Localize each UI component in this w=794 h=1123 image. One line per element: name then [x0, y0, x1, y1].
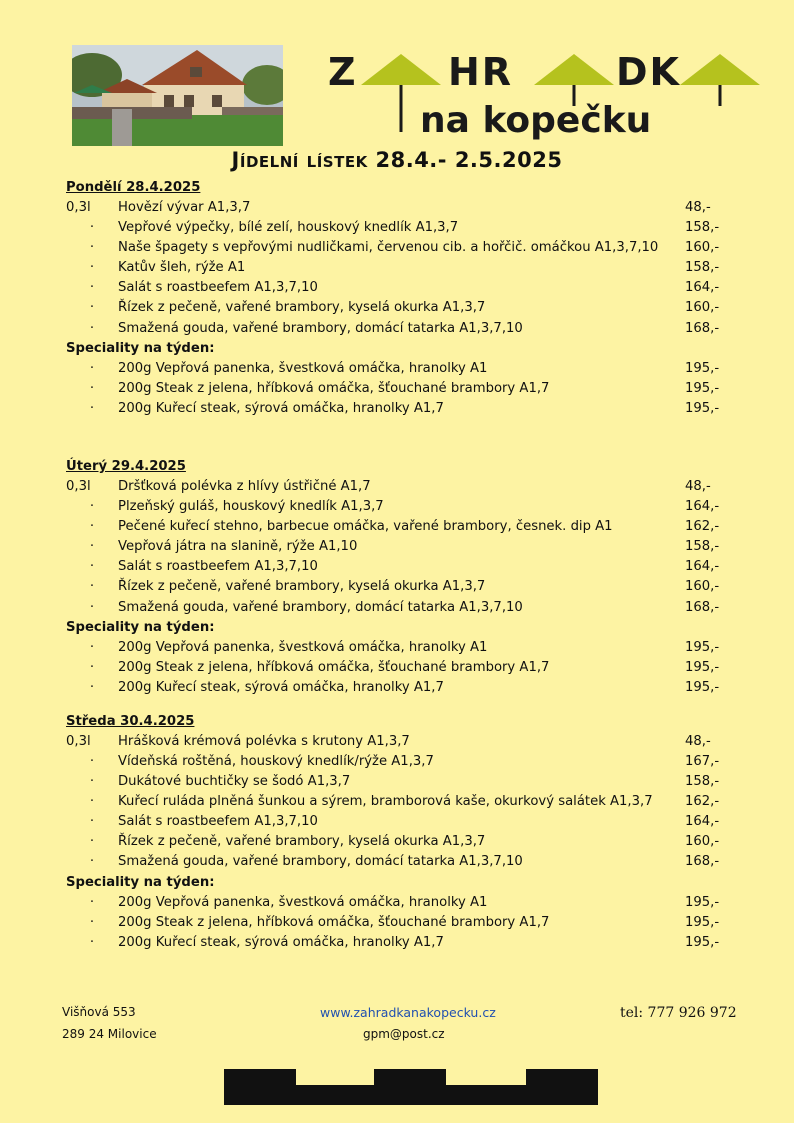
item-quantity: ·	[89, 679, 95, 695]
item-price: 195,-	[685, 360, 720, 376]
item-name: Hovězí vývar A1,3,7	[118, 200, 251, 215]
item-price: 195,-	[685, 639, 720, 655]
restaurant-logo	[318, 40, 778, 140]
item-quantity: ·	[89, 599, 95, 615]
item-name: Hrášková krémová polévka s krutony A1,3,7	[118, 733, 410, 749]
item-name: 200g Steak z jelena, hříbková omáčka, šťouchané brambory A1,7	[118, 659, 550, 675]
menu-item	[66, 752, 726, 772]
menu-item	[66, 792, 726, 812]
special-item	[66, 913, 726, 933]
item-price: 195,-	[685, 380, 720, 396]
item-quantity: ·	[89, 854, 95, 870]
item-price: 167,-	[685, 753, 720, 769]
item-name: Salát s roastbeefem A1,3,7,10	[118, 814, 318, 830]
item-name: Salát s roastbeefem A1,3,7,10	[118, 559, 318, 575]
item-name: Vídeňská roštěná, houskový knedlík/rýže A1,3,7	[118, 753, 434, 769]
item-quantity: ·	[89, 639, 95, 655]
section-spacer	[66, 419, 726, 457]
menu-item	[66, 278, 726, 298]
menu-title-dates: 28.4.- 2.5.2025	[367, 148, 563, 172]
item-price: 195,-	[685, 894, 720, 910]
item-name: Smažená gouda, vařené brambory, domácí tatarka A1,3,7,10	[118, 854, 523, 870]
umbrella-icon	[534, 54, 614, 85]
item-price: 162,-	[685, 519, 720, 535]
special-item	[66, 399, 726, 419]
item-price: 168,-	[685, 854, 720, 870]
item-price: 195,-	[685, 914, 720, 930]
item-price: 164,-	[685, 814, 720, 830]
item-price: 195,-	[685, 679, 720, 695]
item-name: 200g Vepřová panenka, švestková omáčka, hranolky A1	[118, 894, 488, 910]
special-item	[66, 933, 726, 953]
special-item	[66, 379, 726, 399]
decorative-fence	[224, 1069, 598, 1105]
specials-heading: Speciality na týden:	[66, 874, 215, 890]
item-name: 200g Vepřová panenka, švestková omáčka, hranolky A1	[118, 639, 488, 655]
menu-item	[66, 238, 726, 258]
item-name: Naše špagety s vepřovými nudličkami, červenou cib. a hořčič. omáčkou A1,3,7,10	[118, 240, 659, 256]
item-quantity: 0,3l	[66, 200, 91, 215]
item-price: 158,-	[685, 220, 720, 236]
item-quantity: ·	[89, 539, 95, 555]
menu-item	[66, 198, 726, 218]
address-city: 289 24 Milovice	[62, 1027, 157, 1041]
item-quantity: ·	[89, 659, 95, 675]
item-name: 200g Vepřová panenka, švestková omáčka, hranolky A1	[118, 360, 488, 376]
item-price: 195,-	[685, 934, 720, 950]
item-quantity: 0,3l	[66, 478, 91, 494]
item-price: 48,-	[685, 733, 711, 749]
special-item	[66, 638, 726, 658]
website-link[interactable]: www.zahradkanakopecku.cz	[320, 1005, 496, 1020]
item-quantity: ·	[89, 794, 95, 810]
menu-item	[66, 517, 726, 537]
menu-item	[66, 732, 726, 752]
item-quantity: ·	[89, 499, 95, 515]
svg-text:DK: DK	[616, 50, 681, 94]
item-quantity: ·	[89, 934, 95, 950]
item-price: 164,-	[685, 499, 720, 515]
item-quantity: ·	[89, 320, 95, 336]
item-name: Katův šleh, rýže A1	[118, 260, 246, 276]
umbrella-icon	[361, 54, 441, 85]
item-name: Pečené kuřecí stehno, barbecue omáčka, vařené brambory, česnek. dip A1	[118, 519, 613, 535]
item-quantity: ·	[89, 220, 95, 236]
menu-content	[66, 178, 726, 953]
menu-item	[66, 537, 726, 557]
section-spacer	[66, 698, 726, 712]
item-quantity: ·	[89, 360, 95, 376]
item-quantity: ·	[89, 300, 95, 316]
item-price: 168,-	[685, 599, 720, 615]
item-price: 160,-	[685, 579, 720, 595]
menu-item	[66, 258, 726, 278]
item-price: 160,-	[685, 834, 720, 850]
item-quantity: ·	[89, 914, 95, 930]
page-title	[0, 148, 794, 172]
item-quantity: ·	[89, 579, 95, 595]
item-name: Salát s roastbeefem A1,3,7,10	[118, 280, 318, 296]
menu-item	[66, 772, 726, 792]
day-section	[66, 457, 726, 698]
item-price: 158,-	[685, 774, 720, 790]
item-name: Řízek z pečeně, vařené brambory, kyselá okurka A1,3,7	[118, 834, 486, 850]
item-name: Dukátové buchtičky se šodó A1,3,7	[118, 774, 351, 790]
item-price: 158,-	[685, 260, 720, 276]
day-section	[66, 178, 726, 419]
item-quantity: ·	[89, 280, 95, 296]
item-name: 200g Steak z jelena, hříbková omáčka, šťouchané brambory A1,7	[118, 914, 550, 930]
special-item	[66, 658, 726, 678]
item-name: Vepřová játra na slanině, rýže A1,10	[118, 539, 358, 555]
item-price: 195,-	[685, 659, 720, 675]
restaurant-photo	[72, 45, 283, 146]
day-heading: Úterý 29.4.2025	[66, 458, 186, 474]
item-name: Plzeňský guláš, houskový knedlík A1,3,7	[118, 499, 384, 515]
day-section	[66, 712, 726, 953]
item-name: Dršťková polévka z hlívy ústřičné A1,7	[118, 478, 371, 494]
menu-item	[66, 298, 726, 318]
special-item	[66, 893, 726, 913]
specials-heading: Speciality na týden:	[66, 340, 215, 356]
item-price: 48,-	[685, 478, 711, 494]
item-name: Kuřecí ruláda plněná šunkou a sýrem, bramborová kaše, okurkový salátek A1,3,7	[118, 794, 653, 810]
svg-text:Z: Z	[328, 50, 356, 94]
item-quantity: ·	[89, 814, 95, 830]
email-address[interactable]: gpm@post.cz	[363, 1027, 445, 1041]
item-name: Vepřové výpečky, bílé zelí, houskový knedlík A1,3,7	[118, 220, 459, 236]
item-quantity: 0,3l	[66, 733, 91, 749]
menu-item	[66, 598, 726, 618]
item-quantity: ·	[89, 240, 95, 256]
item-quantity: ·	[89, 753, 95, 769]
item-price: 164,-	[685, 280, 720, 296]
special-item	[66, 678, 726, 698]
menu-item	[66, 218, 726, 238]
logo-subtitle: na kopečku	[420, 100, 652, 140]
item-quantity: ·	[89, 400, 95, 416]
menu-item	[66, 557, 726, 577]
item-name: 200g Steak z jelena, hříbková omáčka, šťouchané brambory A1,7	[118, 380, 550, 396]
menu-item	[66, 497, 726, 517]
menu-item	[66, 577, 726, 597]
day-heading: Pondělí 28.4.2025	[66, 180, 201, 195]
phone-number: tel: 777 926 972	[620, 1005, 737, 1021]
menu-item	[66, 832, 726, 852]
item-price: 162,-	[685, 794, 720, 810]
item-quantity: ·	[89, 834, 95, 850]
item-price: 195,-	[685, 400, 720, 416]
item-price: 160,-	[685, 300, 720, 316]
item-name: 200g Kuřecí steak, sýrová omáčka, hranolky A1,7	[118, 934, 444, 950]
item-quantity: ·	[89, 774, 95, 790]
item-price: 164,-	[685, 559, 720, 575]
item-name: Smažená gouda, vařené brambory, domácí tatarka A1,3,7,10	[118, 320, 523, 336]
item-name: Smažená gouda, vařené brambory, domácí tatarka A1,3,7,10	[118, 599, 523, 615]
menu-item	[66, 477, 726, 497]
menu-item	[66, 852, 726, 872]
item-price: 168,-	[685, 320, 720, 336]
day-heading: Středa 30.4.2025	[66, 713, 195, 729]
item-quantity: ·	[89, 260, 95, 276]
item-price: 48,-	[685, 200, 711, 215]
svg-text:HR: HR	[448, 50, 514, 94]
item-name: Řízek z pečeně, vařené brambory, kyselá okurka A1,3,7	[118, 579, 486, 595]
item-name: 200g Kuřecí steak, sýrová omáčka, hranolky A1,7	[118, 400, 444, 416]
item-price: 158,-	[685, 539, 720, 555]
menu-item	[66, 319, 726, 339]
umbrella-icon	[680, 54, 760, 85]
menu-title-label: Jídelní lístek	[231, 148, 368, 172]
item-price: 160,-	[685, 240, 720, 256]
address-street: Višňová 553	[62, 1005, 136, 1019]
item-quantity: ·	[89, 559, 95, 575]
item-quantity: ·	[89, 519, 95, 535]
item-quantity: ·	[89, 380, 95, 396]
specials-heading: Speciality na týden:	[66, 619, 215, 635]
item-name: 200g Kuřecí steak, sýrová omáčka, hranolky A1,7	[118, 679, 444, 695]
item-name: Řízek z pečeně, vařené brambory, kyselá okurka A1,3,7	[118, 300, 486, 316]
item-quantity: ·	[89, 894, 95, 910]
special-item	[66, 359, 726, 379]
menu-item	[66, 812, 726, 832]
